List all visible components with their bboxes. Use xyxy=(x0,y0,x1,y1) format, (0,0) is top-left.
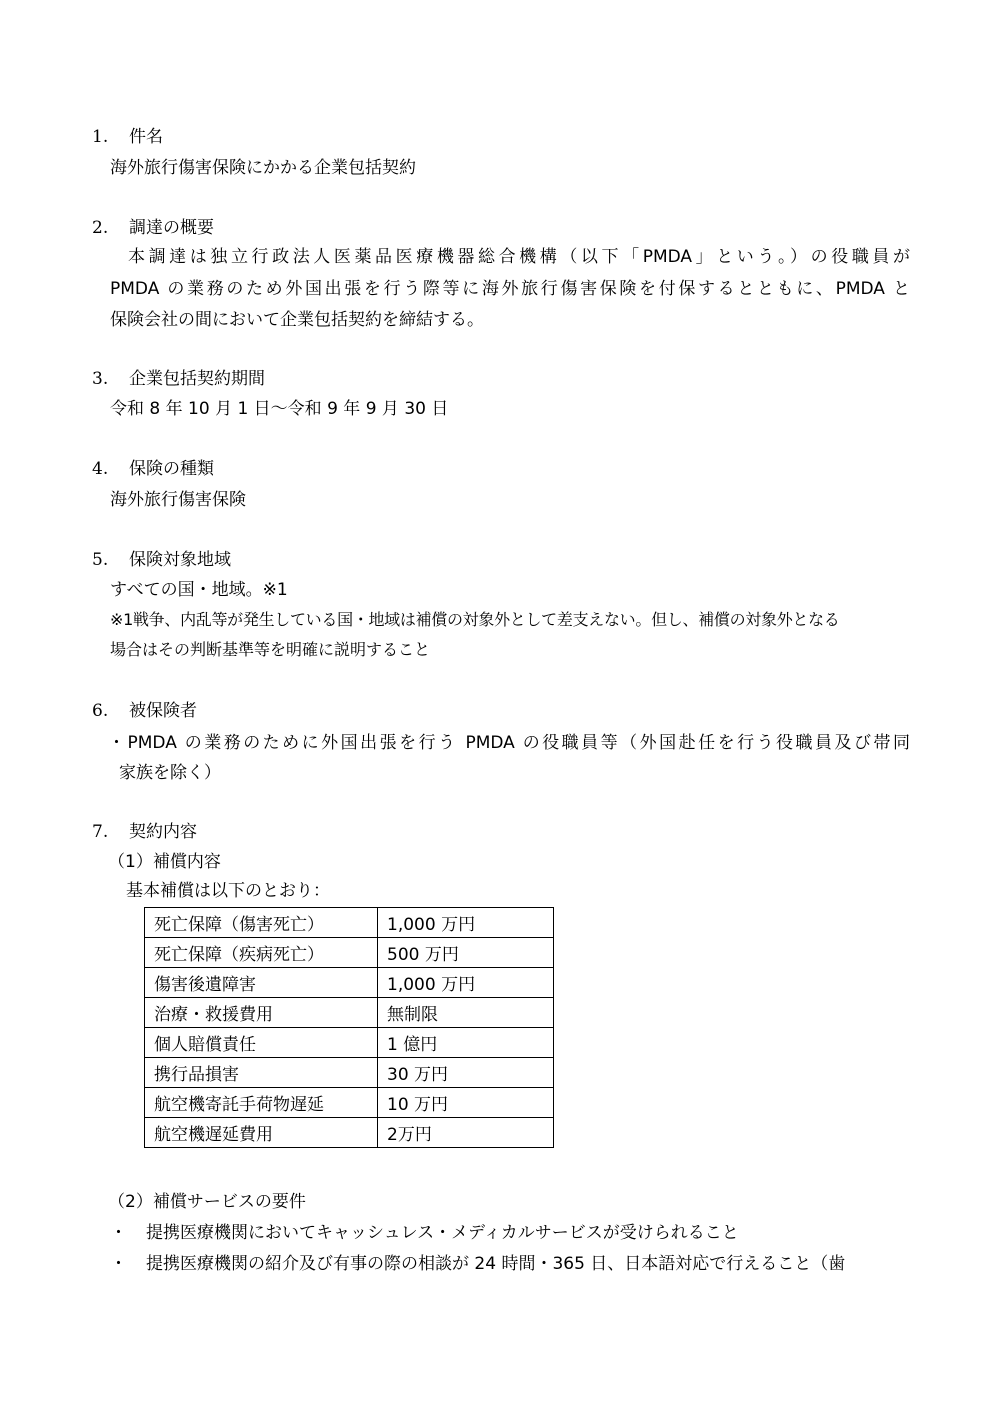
table-row xyxy=(145,1088,554,1118)
requirement-item xyxy=(110,1253,845,1275)
coverage-note-line-1: ※1戦争、内乱等が発生している国・地域は補償の対象外として差支えない。但し、補償の対象外となる xyxy=(110,610,840,629)
subsection-coverage-content: （1）補償内容 xyxy=(108,852,221,872)
coverage-note-line-2: 場合はその判断基準等を明確に説明すること xyxy=(110,640,431,659)
requirement-text: 提携医療機関の紹介及び有事の際の相談が 24 時間・365 日、日本語対応で行えること（歯 xyxy=(146,1254,846,1274)
table-row xyxy=(145,968,554,998)
table-row xyxy=(145,908,554,938)
coverage-amount: 1,000 万円 xyxy=(378,908,554,938)
coverage-item: 個人賠償責任 xyxy=(145,1028,378,1058)
contract-period: 令和 8 年 10 月 1 日～令和 9 年 9 月 30 日 xyxy=(110,399,449,419)
section-number: 2. xyxy=(92,218,109,238)
coverage-item: 傷害後遺障害 xyxy=(145,968,378,998)
section-title: 件名 xyxy=(129,127,163,147)
section-7-heading xyxy=(92,821,197,843)
section-number: 4. xyxy=(92,459,109,479)
section-3-heading xyxy=(92,368,265,390)
coverage-amount: 無制限 xyxy=(378,998,554,1028)
table-row xyxy=(145,1118,554,1148)
section-number: 7. xyxy=(92,822,109,842)
coverage-item: 航空機寄託手荷物遅延 xyxy=(145,1088,378,1118)
bullet-mark: ・ xyxy=(110,1223,127,1243)
coverage-amount: 30 万円 xyxy=(378,1058,554,1088)
coverage-amount: 2万円 xyxy=(378,1118,554,1148)
coverage-item: 死亡保障（疾病死亡） xyxy=(145,938,378,968)
section-title: 被保険者 xyxy=(129,701,197,721)
coverage-amount: 1 億円 xyxy=(378,1028,554,1058)
coverage-table xyxy=(144,907,554,1148)
coverage-item: 死亡保障（傷害死亡） xyxy=(145,908,378,938)
section-4-heading xyxy=(92,458,214,480)
section-1-body: 海外旅行傷害保険にかかる企業包括契約 xyxy=(110,158,416,178)
section-title: 企業包括契約期間 xyxy=(129,369,265,389)
coverage-region: すべての国・地域。※1 xyxy=(110,580,288,600)
section-number: 6. xyxy=(92,701,109,721)
section-5-heading xyxy=(92,549,231,571)
table-row xyxy=(145,1058,554,1088)
insured-line-2: 家族を除く） xyxy=(119,763,221,783)
section-2-body-line-2: PMDA の業務のため外国出張を行う際等に海外旅行傷害保険を付保するとともに、PMDA と xyxy=(110,279,910,299)
section-2-body-line-1: 本調達は独立行政法人医薬品医療機器総合機構（以下「PMDA」という。）の役職員が xyxy=(128,247,910,267)
coverage-item: 航空機遅延費用 xyxy=(145,1118,378,1148)
subsection-service-requirements: （2）補償サービスの要件 xyxy=(108,1192,306,1212)
table-row xyxy=(145,938,554,968)
section-title: 保険対象地域 xyxy=(129,550,231,570)
table-row xyxy=(145,1028,554,1058)
section-title: 調達の概要 xyxy=(129,218,214,238)
requirement-item xyxy=(110,1222,739,1244)
section-title: 契約内容 xyxy=(129,822,197,842)
section-number: 3. xyxy=(92,369,109,389)
coverage-item: 治療・救援費用 xyxy=(145,998,378,1028)
coverage-intro: 基本補償は以下のとおり： xyxy=(126,881,330,901)
coverage-amount: 1,000 万円 xyxy=(378,968,554,998)
insurance-type: 海外旅行傷害保険 xyxy=(110,490,246,510)
section-1-heading xyxy=(92,126,163,148)
table-row xyxy=(145,998,554,1028)
coverage-item: 携行品損害 xyxy=(145,1058,378,1088)
section-number: 5. xyxy=(92,550,109,570)
bullet-mark: ・ xyxy=(110,1254,127,1274)
insured-line-1: ・PMDA の業務のために外国出張を行う PMDA の役職員等（外国赴任を行う役職員及び帯同 xyxy=(108,733,910,753)
section-number: 1. xyxy=(92,127,109,147)
section-2-body-line-3: 保険会社の間において企業包括契約を締結する。 xyxy=(110,310,484,330)
section-title: 保険の種類 xyxy=(129,459,214,479)
coverage-amount: 500 万円 xyxy=(378,938,554,968)
section-2-heading xyxy=(92,217,214,239)
requirement-text: 提携医療機関においてキャッシュレス・メディカルサービスが受けられること xyxy=(146,1223,739,1243)
coverage-amount: 10 万円 xyxy=(378,1088,554,1118)
section-6-heading xyxy=(92,700,197,722)
